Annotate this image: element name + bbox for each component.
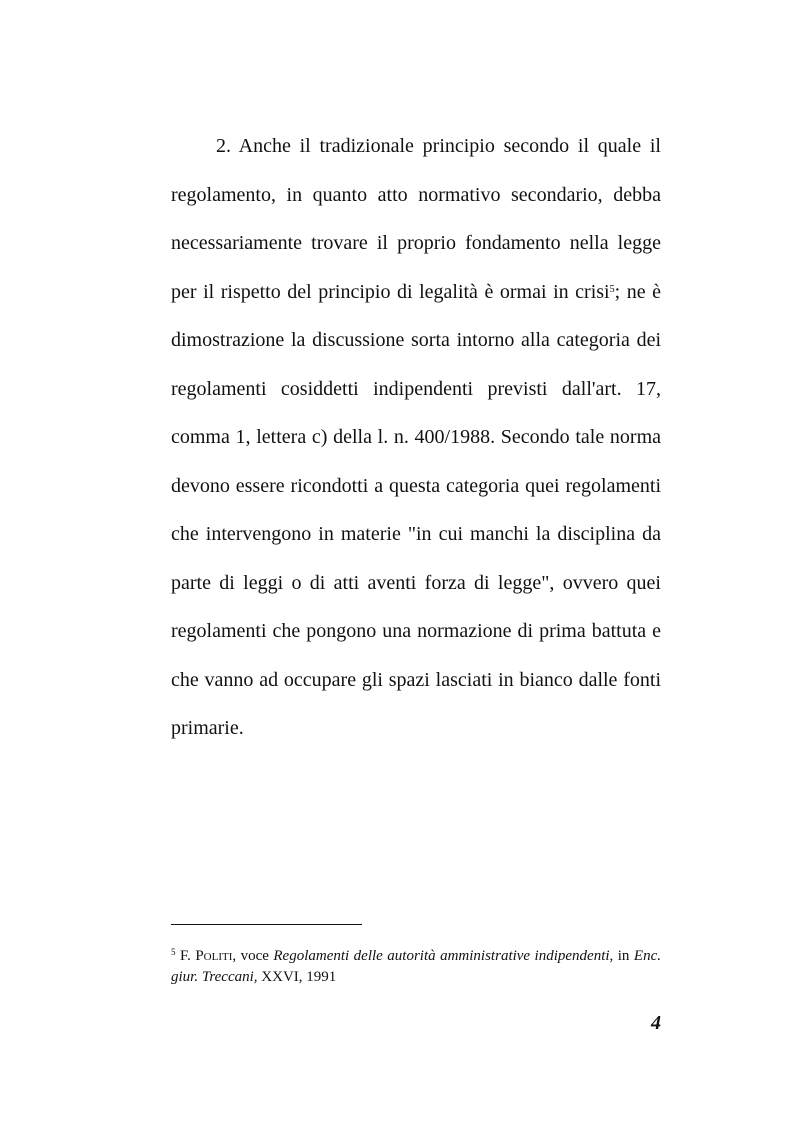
footnote-text-2: , in [609,948,634,964]
footnote-reference[interactable]: 5 [609,283,615,295]
paragraph-text-part1: 2. Anche il tradizionale principio secondo il quale il regolamento, in quanto atto normativo secondario, debba necessariamente trovare il proprio fondamento nella legge per il rispetto del principio di legalità è ormai in crisi [171,135,661,303]
footnote-separator [171,924,362,925]
body-paragraph [171,122,661,753]
paragraph-text-part2: ; ne è dimostrazione la discussione sorta intorno alla categoria dei regolamenti cosiddetti indipendenti previsti dall'art. 17, comma 1, lettera c) della l. n. 400/1988. Secondo tale norma devono essere ricondotti a questa categoria quei regolamenti che intervengono in materie "in cui manchi la disciplina da parte di leggi o di atti aventi forza di legge", ovvero quei regolamenti che pongono una normazione di prima battuta e che vanno ad occupare gli spazi lasciati in bianco dalle fonti primarie. [171,280,661,739]
footnote-number: 5 [171,947,176,957]
footnote-author-initial: F. [179,948,196,964]
footnote-source: Enc. giur. Treccani, [171,948,661,985]
footnote [171,946,661,988]
footnote-text-3: XXVI, 1991 [257,969,337,985]
footnote-author-surname: Politi [195,948,233,964]
footnote-text-1: , voce [232,948,274,964]
page-number: 4 [651,1012,661,1034]
footnote-title: Regolamenti delle autorità amministrative indipendenti [273,948,610,964]
